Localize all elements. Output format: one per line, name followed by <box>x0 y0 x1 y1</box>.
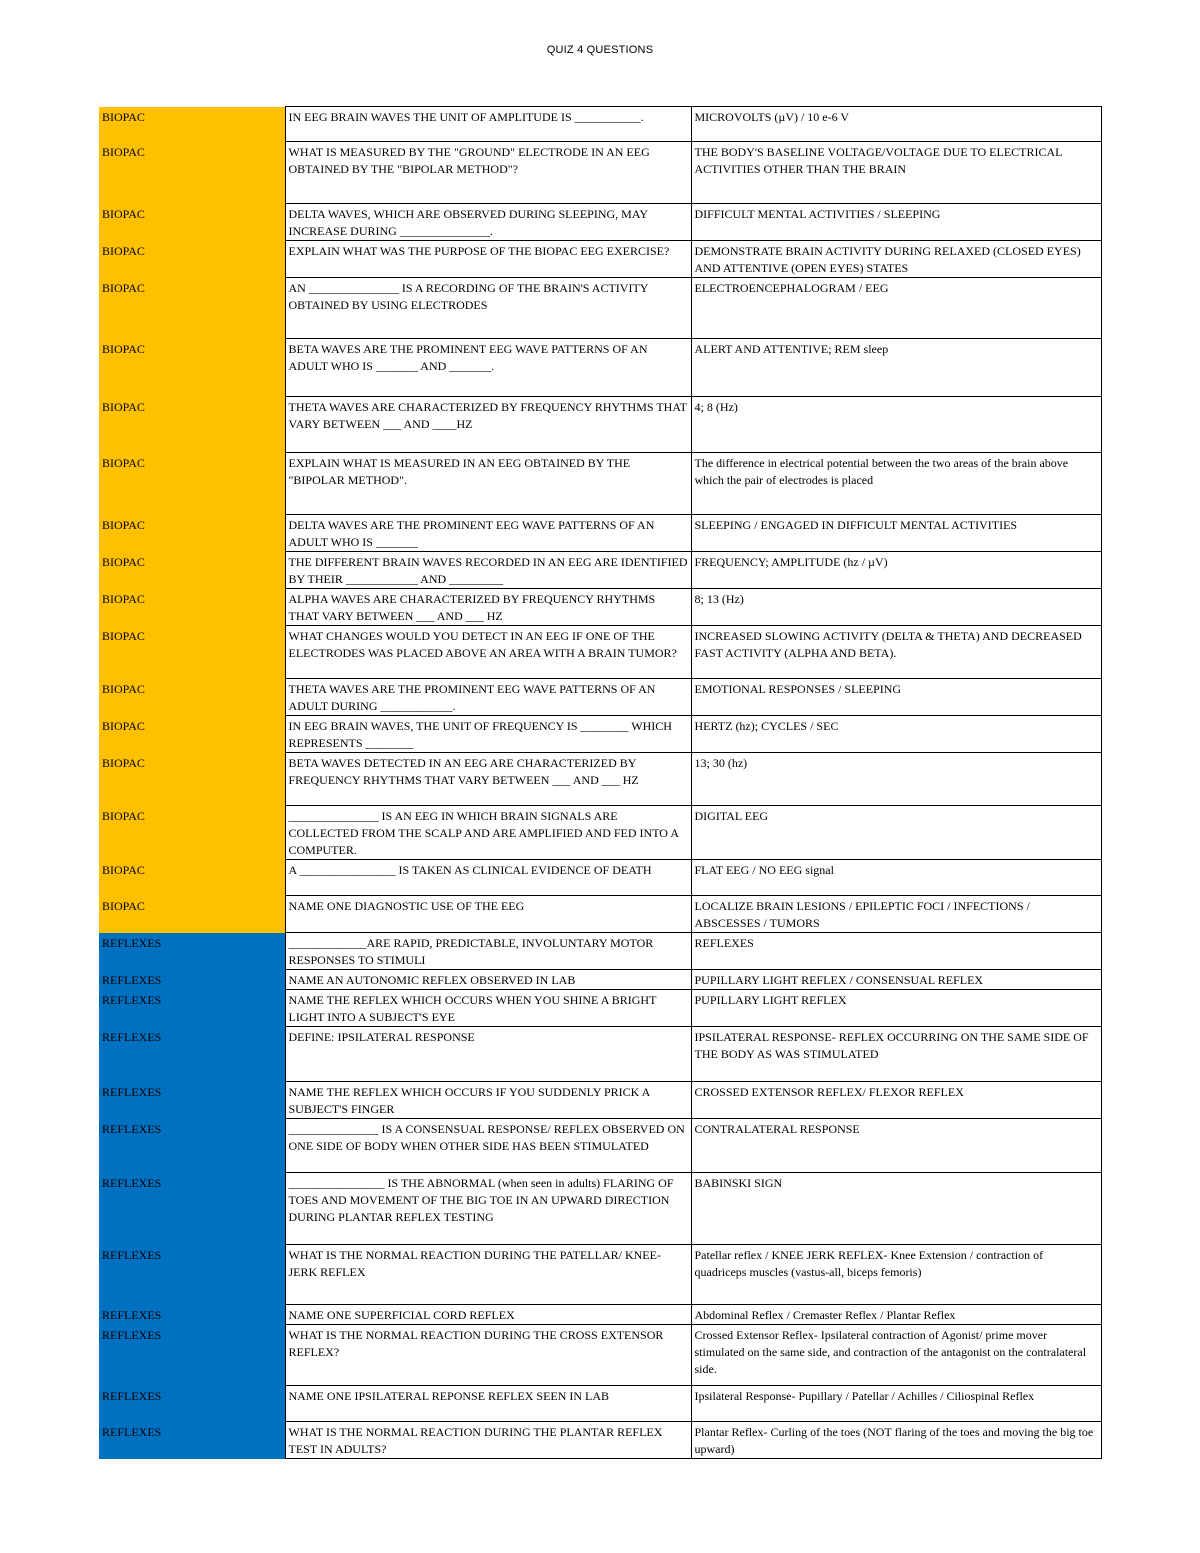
answer-cell: The difference in electrical potential between the two areas of the brain above which the pair of electrodes is placed <box>691 453 1101 515</box>
answer-cell: REFLEXES <box>691 933 1101 970</box>
category-cell: BIOPAC <box>99 241 285 278</box>
category-cell: REFLEXES <box>99 1386 285 1422</box>
category-cell: BIOPAC <box>99 339 285 397</box>
question-cell: BETA WAVES DETECTED IN AN EEG ARE CHARACTERIZED BY FREQUENCY RHYTHMS THAT VARY BETWEEN ___ AND ___ HZ <box>285 753 691 806</box>
answer-cell: DIGITAL EEG <box>691 806 1101 860</box>
table-row <box>99 552 1101 589</box>
answer-cell: IPSILATERAL RESPONSE- REFLEX OCCURRING ON THE SAME SIDE OF THE BODY AS WAS STIMULATED <box>691 1027 1101 1082</box>
category-cell: REFLEXES <box>99 1082 285 1119</box>
answer-cell: 4; 8 (Hz) <box>691 397 1101 453</box>
category-cell: REFLEXES <box>99 970 285 990</box>
category-cell: BIOPAC <box>99 515 285 552</box>
table-row <box>99 589 1101 626</box>
answer-cell: 8; 13 (Hz) <box>691 589 1101 626</box>
question-cell: _____________ARE RAPID, PREDICTABLE, INVOLUNTARY MOTOR RESPONSES TO STIMULI <box>285 933 691 970</box>
answer-cell: Crossed Extensor Reflex- Ipsilateral contraction of Agonist/ prime mover stimulated on the same side, and contraction of the antagonist on the contralateral side. <box>691 1325 1101 1386</box>
answer-cell: LOCALIZE BRAIN LESIONS / EPILEPTIC FOCI / INFECTIONS / ABSCESSES / TUMORS <box>691 896 1101 933</box>
table-row <box>99 204 1101 241</box>
answer-cell: CROSSED EXTENSOR REFLEX/ FLEXOR REFLEX <box>691 1082 1101 1119</box>
quiz-table <box>99 106 1102 1459</box>
question-cell: EXPLAIN WHAT IS MEASURED IN AN EEG OBTAINED BY THE "BIPOLAR METHOD". <box>285 453 691 515</box>
category-cell: BIOPAC <box>99 552 285 589</box>
category-cell: REFLEXES <box>99 990 285 1027</box>
category-cell: REFLEXES <box>99 1027 285 1082</box>
table-row <box>99 806 1101 860</box>
answer-cell: SLEEPING / ENGAGED IN DIFFICULT MENTAL ACTIVITIES <box>691 515 1101 552</box>
question-cell: WHAT IS THE NORMAL REACTION DURING THE PLANTAR REFLEX TEST IN ADULTS? <box>285 1422 691 1459</box>
table-row <box>99 626 1101 679</box>
category-cell: REFLEXES <box>99 1245 285 1305</box>
table-row <box>99 1325 1101 1386</box>
table-row <box>99 1305 1101 1325</box>
question-cell: NAME ONE IPSILATERAL REPONSE REFLEX SEEN IN LAB <box>285 1386 691 1422</box>
question-cell: ________________ IS THE ABNORMAL (when seen in adults) FLARING OF TOES AND MOVEMENT OF THE BIG TOE IN AN UPWARD DIRECTION DURING PLANTAR REFLEX TESTING <box>285 1173 691 1245</box>
category-cell: BIOPAC <box>99 806 285 860</box>
category-cell: REFLEXES <box>99 1305 285 1325</box>
answer-cell: Plantar Reflex- Curling of the toes (NOT flaring of the toes and moving the big toe upward) <box>691 1422 1101 1459</box>
question-cell: THETA WAVES ARE CHARACTERIZED BY FREQUENCY RHYTHMS THAT VARY BETWEEN ___ AND ____HZ <box>285 397 691 453</box>
table-row <box>99 1027 1101 1082</box>
question-cell: _______________ IS AN EEG IN WHICH BRAIN SIGNALS ARE COLLECTED FROM THE SCALP AND ARE AMPLIFIED AND FED INTO A COMPUTER. <box>285 806 691 860</box>
table-row <box>99 753 1101 806</box>
question-cell: WHAT IS THE NORMAL REACTION DURING THE CROSS EXTENSOR REFLEX? <box>285 1325 691 1386</box>
answer-cell: EMOTIONAL RESPONSES / SLEEPING <box>691 679 1101 716</box>
table-row <box>99 339 1101 397</box>
category-cell: BIOPAC <box>99 896 285 933</box>
question-cell: EXPLAIN WHAT WAS THE PURPOSE OF THE BIOPAC EEG EXERCISE? <box>285 241 691 278</box>
question-cell: BETA WAVES ARE THE PROMINENT EEG WAVE PATTERNS OF AN ADULT WHO IS _______ AND _______. <box>285 339 691 397</box>
question-cell: _______________ IS A CONSENSUAL RESPONSE/ REFLEX OBSERVED ON ONE SIDE OF BODY WHEN OTHER SIDE HAS BEEN STIMULATED <box>285 1119 691 1173</box>
table-row <box>99 716 1101 753</box>
question-cell: DELTA WAVES ARE THE PROMINENT EEG WAVE PATTERNS OF AN ADULT WHO IS _______ <box>285 515 691 552</box>
table-row <box>99 1422 1101 1459</box>
answer-cell: INCREASED SLOWING ACTIVITY (DELTA & THETA) AND DECREASED FAST ACTIVITY (ALPHA AND BETA). <box>691 626 1101 679</box>
question-cell: WHAT IS THE NORMAL REACTION DURING THE PATELLAR/ KNEE-JERK REFLEX <box>285 1245 691 1305</box>
answer-cell: HERTZ (hz); CYCLES / SEC <box>691 716 1101 753</box>
table-row <box>99 453 1101 515</box>
table-row <box>99 1245 1101 1305</box>
category-cell: REFLEXES <box>99 1422 285 1459</box>
table-row <box>99 107 1101 142</box>
answer-cell: MICROVOLTS (µV) / 10 e-6 V <box>691 107 1101 142</box>
answer-cell: ELECTROENCEPHALOGRAM / EEG <box>691 278 1101 339</box>
question-cell: NAME THE REFLEX WHICH OCCURS WHEN YOU SHINE A BRIGHT LIGHT INTO A SUBJECT'S EYE <box>285 990 691 1027</box>
question-cell: THETA WAVES ARE THE PROMINENT EEG WAVE PATTERNS OF AN ADULT DURING ____________. <box>285 679 691 716</box>
question-cell: NAME ONE SUPERFICIAL CORD REFLEX <box>285 1305 691 1325</box>
table-row <box>99 515 1101 552</box>
question-cell: IN EEG BRAIN WAVES THE UNIT OF AMPLITUDE IS ___________. <box>285 107 691 142</box>
category-cell: REFLEXES <box>99 1119 285 1173</box>
question-cell: AN _______________ IS A RECORDING OF THE BRAIN'S ACTIVITY OBTAINED BY USING ELECTRODES <box>285 278 691 339</box>
category-cell: BIOPAC <box>99 589 285 626</box>
answer-cell: FREQUENCY; AMPLITUDE (hz / µV) <box>691 552 1101 589</box>
category-cell: BIOPAC <box>99 679 285 716</box>
question-cell: IN EEG BRAIN WAVES, THE UNIT OF FREQUENCY IS ________ WHICH REPRESENTS ________ <box>285 716 691 753</box>
table-row <box>99 933 1101 970</box>
question-cell: WHAT IS MEASURED BY THE "GROUND" ELECTRODE IN AN EEG OBTAINED BY THE "BIPOLAR METHOD"? <box>285 142 691 204</box>
category-cell: BIOPAC <box>99 753 285 806</box>
category-cell: BIOPAC <box>99 278 285 339</box>
question-cell: NAME ONE DIAGNOSTIC USE OF THE EEG <box>285 896 691 933</box>
category-cell: BIOPAC <box>99 626 285 679</box>
table-row <box>99 1386 1101 1422</box>
category-cell: BIOPAC <box>99 716 285 753</box>
category-cell: BIOPAC <box>99 142 285 204</box>
table-row <box>99 1082 1101 1119</box>
quiz-table-body <box>99 107 1101 1459</box>
category-cell: BIOPAC <box>99 860 285 896</box>
table-row <box>99 679 1101 716</box>
category-cell: REFLEXES <box>99 1173 285 1245</box>
table-row <box>99 142 1101 204</box>
answer-cell: PUPILLARY LIGHT REFLEX / CONSENSUAL REFLEX <box>691 970 1101 990</box>
answer-cell: THE BODY'S BASELINE VOLTAGE/VOLTAGE DUE TO ELECTRICAL ACTIVITIES OTHER THAN THE BRAIN <box>691 142 1101 204</box>
category-cell: BIOPAC <box>99 204 285 241</box>
question-cell: ALPHA WAVES ARE CHARACTERIZED BY FREQUENCY RHYTHMS THAT VARY BETWEEN ___ AND ___ HZ <box>285 589 691 626</box>
answer-cell: ALERT AND ATTENTIVE; REM sleep <box>691 339 1101 397</box>
answer-cell: DEMONSTRATE BRAIN ACTIVITY DURING RELAXED (CLOSED EYES) AND ATTENTIVE (OPEN EYES) STATES <box>691 241 1101 278</box>
table-row <box>99 1173 1101 1245</box>
answer-cell: FLAT EEG / NO EEG signal <box>691 860 1101 896</box>
answer-cell: Ipsilateral Response- Pupillary / Patellar / Achilles / Ciliospinal Reflex <box>691 1386 1101 1422</box>
table-row <box>99 1119 1101 1173</box>
question-cell: WHAT CHANGES WOULD YOU DETECT IN AN EEG IF ONE OF THE ELECTRODES WAS PLACED ABOVE AN AREA WITH A BRAIN TUMOR? <box>285 626 691 679</box>
answer-cell: Patellar reflex / KNEE JERK REFLEX- Knee Extension / contraction of quadriceps muscles (vastus-all, biceps femoris) <box>691 1245 1101 1305</box>
category-cell: BIOPAC <box>99 453 285 515</box>
answer-cell: 13; 30 (hz) <box>691 753 1101 806</box>
table-row <box>99 278 1101 339</box>
answer-cell: DIFFICULT MENTAL ACTIVITIES / SLEEPING <box>691 204 1101 241</box>
table-row <box>99 896 1101 933</box>
table-row <box>99 860 1101 896</box>
category-cell: BIOPAC <box>99 397 285 453</box>
answer-cell: Abdominal Reflex / Cremaster Reflex / Plantar Reflex <box>691 1305 1101 1325</box>
table-row <box>99 970 1101 990</box>
table-row <box>99 990 1101 1027</box>
answer-cell: BABINSKI SIGN <box>691 1173 1101 1245</box>
question-cell: THE DIFFERENT BRAIN WAVES RECORDED IN AN EEG ARE IDENTIFIED BY THEIR ____________ AND _________ <box>285 552 691 589</box>
question-cell: DEFINE: IPSILATERAL RESPONSE <box>285 1027 691 1082</box>
question-cell: DELTA WAVES, WHICH ARE OBSERVED DURING SLEEPING, MAY INCREASE DURING _______________. <box>285 204 691 241</box>
answer-cell: CONTRALATERAL RESPONSE <box>691 1119 1101 1173</box>
page-title: QUIZ 4 QUESTIONS <box>546 44 654 56</box>
category-cell: REFLEXES <box>99 933 285 970</box>
category-cell: BIOPAC <box>99 107 285 142</box>
question-cell: A ________________ IS TAKEN AS CLINICAL EVIDENCE OF DEATH <box>285 860 691 896</box>
question-cell: NAME AN AUTONOMIC REFLEX OBSERVED IN LAB <box>285 970 691 990</box>
question-cell: NAME THE REFLEX WHICH OCCURS IF YOU SUDDENLY PRICK A SUBJECT'S FINGER <box>285 1082 691 1119</box>
category-cell: REFLEXES <box>99 1325 285 1386</box>
table-row <box>99 397 1101 453</box>
table-row <box>99 241 1101 278</box>
answer-cell: PUPILLARY LIGHT REFLEX <box>691 990 1101 1027</box>
